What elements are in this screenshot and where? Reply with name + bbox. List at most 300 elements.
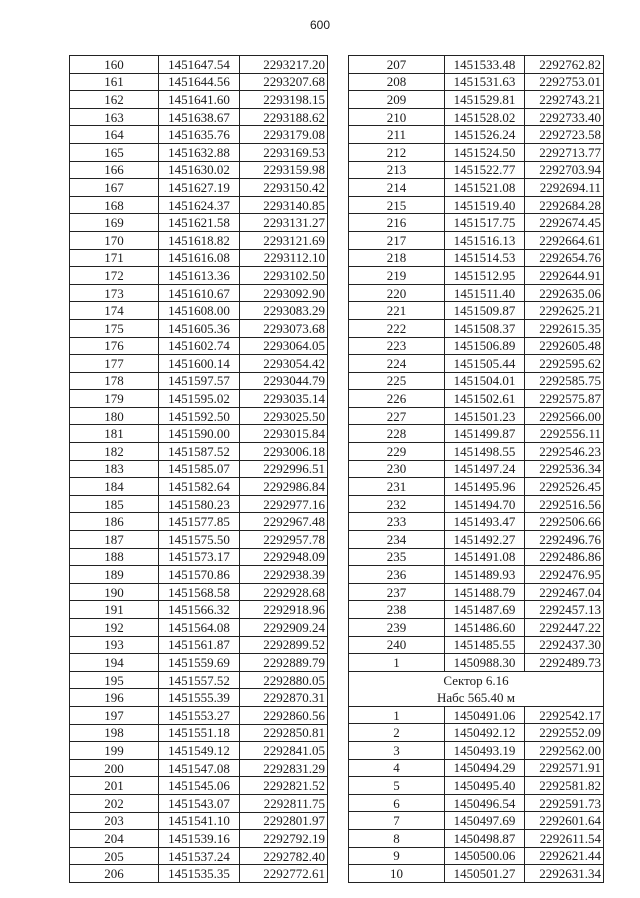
x-coordinate-cell: 1451577.85 [159, 513, 240, 531]
x-coordinate-cell: 1450498.87 [445, 829, 525, 847]
table-row [349, 196, 604, 214]
point-number-cell: 195 [70, 671, 159, 689]
y-coordinate-cell: 2292605.48 [525, 337, 604, 355]
table-row [70, 583, 328, 601]
table-row [349, 91, 604, 109]
point-number-cell: 211 [349, 126, 445, 144]
point-number-cell: 7 [349, 812, 445, 830]
table-row [349, 73, 604, 91]
table-row [70, 337, 328, 355]
point-number-cell: 209 [349, 91, 445, 109]
y-coordinate-cell: 2292772.61 [240, 865, 328, 883]
table-row [70, 372, 328, 390]
y-coordinate-cell: 2292625.21 [525, 302, 604, 320]
x-coordinate-cell: 1451570.86 [159, 566, 240, 584]
x-coordinate-cell: 1451498.55 [445, 443, 525, 461]
y-coordinate-cell: 2292782.40 [240, 847, 328, 865]
point-number-cell: 198 [70, 724, 159, 742]
x-coordinate-cell: 1451559.69 [159, 654, 240, 672]
point-number-cell: 240 [349, 636, 445, 654]
point-number-cell: 174 [70, 302, 159, 320]
section-title: Сектор 6.16 [443, 672, 509, 688]
y-coordinate-cell: 2292743.21 [525, 91, 604, 109]
point-number-cell: 168 [70, 196, 159, 214]
point-number-cell: 186 [70, 513, 159, 531]
x-coordinate-cell: 1451580.23 [159, 495, 240, 513]
y-coordinate-cell: 2292889.79 [240, 654, 328, 672]
point-number-cell: 3 [349, 741, 445, 759]
x-coordinate-cell: 1451508.37 [445, 319, 525, 337]
point-number-cell: 166 [70, 161, 159, 179]
y-coordinate-cell: 2293121.69 [240, 231, 328, 249]
y-coordinate-cell: 2292899.52 [240, 636, 328, 654]
y-coordinate-cell: 2293140.85 [240, 196, 328, 214]
y-coordinate-cell: 2293083.29 [240, 302, 328, 320]
x-coordinate-cell: 1451630.02 [159, 161, 240, 179]
table-row [349, 794, 604, 812]
y-coordinate-cell: 2292753.01 [525, 73, 604, 91]
y-coordinate-cell: 2292552.09 [525, 724, 604, 742]
y-coordinate-cell: 2292601.64 [525, 812, 604, 830]
x-coordinate-cell: 1451561.87 [159, 636, 240, 654]
table-row [70, 443, 328, 461]
y-coordinate-cell: 2292595.62 [525, 355, 604, 373]
x-coordinate-cell: 1451564.08 [159, 619, 240, 637]
table-row [349, 865, 604, 883]
point-number-cell: 215 [349, 196, 445, 214]
x-coordinate-cell: 1451487.69 [445, 601, 525, 619]
point-number-cell: 175 [70, 319, 159, 337]
point-number-cell: 239 [349, 619, 445, 637]
x-coordinate-cell: 1451644.56 [159, 73, 240, 91]
table-row [349, 267, 604, 285]
x-coordinate-cell: 1451495.96 [445, 478, 525, 496]
table-row [70, 548, 328, 566]
table-row [349, 214, 604, 232]
x-coordinate-cell: 1451511.40 [445, 284, 525, 302]
page-number: 600 [309, 18, 331, 32]
point-number-cell: 187 [70, 531, 159, 549]
y-coordinate-cell: 2292918.96 [240, 601, 328, 619]
point-number-cell: 237 [349, 583, 445, 601]
y-coordinate-cell: 2292591.73 [525, 794, 604, 812]
table-row [349, 390, 604, 408]
table-row [70, 108, 328, 126]
x-coordinate-cell: 1451488.79 [445, 583, 525, 601]
y-coordinate-cell: 2293217.20 [240, 56, 328, 74]
point-number-cell: 185 [70, 495, 159, 513]
point-number-cell: 190 [70, 583, 159, 601]
table-row [70, 214, 328, 232]
y-coordinate-cell: 2292437.30 [525, 636, 604, 654]
x-coordinate-cell: 1451568.58 [159, 583, 240, 601]
x-coordinate-cell: 1451597.57 [159, 372, 240, 390]
x-coordinate-cell: 1451627.19 [159, 179, 240, 197]
point-number-cell: 217 [349, 231, 445, 249]
x-coordinate-cell: 1450501.27 [445, 865, 525, 883]
point-number-cell: 203 [70, 812, 159, 830]
y-coordinate-cell: 2292811.75 [240, 794, 328, 812]
x-coordinate-cell: 1451590.00 [159, 425, 240, 443]
point-number-cell: 201 [70, 777, 159, 795]
y-coordinate-cell: 2292506.66 [525, 513, 604, 531]
x-coordinate-cell: 1451543.07 [159, 794, 240, 812]
x-coordinate-cell: 1451624.37 [159, 196, 240, 214]
table-row [70, 865, 328, 883]
y-coordinate-cell: 2292996.51 [240, 460, 328, 478]
y-coordinate-cell: 2293112.10 [240, 249, 328, 267]
table-row [349, 372, 604, 390]
table-row [70, 126, 328, 144]
x-coordinate-cell: 1451524.50 [445, 143, 525, 161]
y-coordinate-cell: 2292467.04 [525, 583, 604, 601]
y-coordinate-cell: 2293044.79 [240, 372, 328, 390]
x-coordinate-cell: 1450495.40 [445, 777, 525, 795]
x-coordinate-cell: 1451575.50 [159, 531, 240, 549]
table-row [70, 495, 328, 513]
table-row [70, 143, 328, 161]
table-row [70, 566, 328, 584]
point-number-cell: 220 [349, 284, 445, 302]
table-row [70, 706, 328, 724]
point-number-cell: 193 [70, 636, 159, 654]
x-coordinate-cell: 1451492.27 [445, 531, 525, 549]
y-coordinate-cell: 2293159.98 [240, 161, 328, 179]
x-coordinate-cell: 1450493.19 [445, 741, 525, 759]
table-row [70, 179, 328, 197]
point-number-cell: 169 [70, 214, 159, 232]
point-number-cell: 180 [70, 407, 159, 425]
y-coordinate-cell: 2292644.91 [525, 267, 604, 285]
point-number-cell: 208 [349, 73, 445, 91]
point-number-cell: 233 [349, 513, 445, 531]
y-coordinate-cell: 2292957.78 [240, 531, 328, 549]
point-number-cell: 213 [349, 161, 445, 179]
point-number-cell: 183 [70, 460, 159, 478]
x-coordinate-cell: 1450492.12 [445, 724, 525, 742]
x-coordinate-cell: 1451514.53 [445, 249, 525, 267]
table-row [349, 179, 604, 197]
table-row [349, 847, 604, 865]
x-coordinate-cell: 1451504.01 [445, 372, 525, 390]
table-row [70, 390, 328, 408]
table-row [70, 724, 328, 742]
x-coordinate-cell: 1451557.52 [159, 671, 240, 689]
x-coordinate-cell: 1451587.52 [159, 443, 240, 461]
point-number-cell: 6 [349, 794, 445, 812]
y-coordinate-cell: 2292909.24 [240, 619, 328, 637]
y-coordinate-cell: 2292928.68 [240, 583, 328, 601]
point-number-cell: 181 [70, 425, 159, 443]
table-row [349, 249, 604, 267]
y-coordinate-cell: 2293025.50 [240, 407, 328, 425]
y-coordinate-cell: 2292986.84 [240, 478, 328, 496]
table-row [70, 513, 328, 531]
y-coordinate-cell: 2292733.40 [525, 108, 604, 126]
x-coordinate-cell: 1451592.50 [159, 407, 240, 425]
y-coordinate-cell: 2292536.34 [525, 460, 604, 478]
x-coordinate-cell: 1451638.67 [159, 108, 240, 126]
x-coordinate-cell: 1451632.88 [159, 143, 240, 161]
table-row [70, 619, 328, 637]
point-number-cell: 167 [70, 179, 159, 197]
y-coordinate-cell: 2292556.11 [525, 425, 604, 443]
point-number-cell: 218 [349, 249, 445, 267]
x-coordinate-cell: 1451501.23 [445, 407, 525, 425]
point-number-cell: 236 [349, 566, 445, 584]
point-number-cell: 1 [349, 706, 445, 724]
coordinates-table-right-top-body [349, 56, 604, 672]
y-coordinate-cell: 2292615.35 [525, 319, 604, 337]
point-number-cell: 234 [349, 531, 445, 549]
x-coordinate-cell: 1451529.81 [445, 91, 525, 109]
coordinates-table-right-bottom-body [349, 706, 604, 882]
point-number-cell: 226 [349, 390, 445, 408]
y-coordinate-cell: 2292571.91 [525, 759, 604, 777]
point-number-cell: 194 [70, 654, 159, 672]
point-number-cell: 171 [70, 249, 159, 267]
table-row [349, 478, 604, 496]
y-coordinate-cell: 2293102.50 [240, 267, 328, 285]
y-coordinate-cell: 2292457.13 [525, 601, 604, 619]
y-coordinate-cell: 2292581.82 [525, 777, 604, 795]
table-row [349, 231, 604, 249]
point-number-cell: 214 [349, 179, 445, 197]
y-coordinate-cell: 2292703.94 [525, 161, 604, 179]
table-row [70, 425, 328, 443]
point-number-cell: 223 [349, 337, 445, 355]
table-row [70, 636, 328, 654]
table-row [349, 108, 604, 126]
point-number-cell: 232 [349, 495, 445, 513]
x-coordinate-cell: 1451608.00 [159, 302, 240, 320]
table-row [70, 777, 328, 795]
x-coordinate-cell: 1451600.14 [159, 355, 240, 373]
point-number-cell: 212 [349, 143, 445, 161]
x-coordinate-cell: 1451506.89 [445, 337, 525, 355]
point-number-cell: 200 [70, 759, 159, 777]
y-coordinate-cell: 2292821.52 [240, 777, 328, 795]
x-coordinate-cell: 1451537.24 [159, 847, 240, 865]
x-coordinate-cell: 1451610.67 [159, 284, 240, 302]
y-coordinate-cell: 2293207.68 [240, 73, 328, 91]
y-coordinate-cell: 2292841.05 [240, 742, 328, 760]
table-row [70, 847, 328, 865]
x-coordinate-cell: 1451519.40 [445, 196, 525, 214]
point-number-cell: 235 [349, 548, 445, 566]
y-coordinate-cell: 2292542.17 [525, 706, 604, 724]
y-coordinate-cell: 2292489.73 [525, 654, 604, 672]
point-number-cell: 165 [70, 143, 159, 161]
point-number-cell: 10 [349, 865, 445, 883]
y-coordinate-cell: 2292801.97 [240, 812, 328, 830]
y-coordinate-cell: 2293179.08 [240, 126, 328, 144]
point-number-cell: 210 [349, 108, 445, 126]
table-row [70, 231, 328, 249]
y-coordinate-cell: 2293064.05 [240, 337, 328, 355]
x-coordinate-cell: 1450494.29 [445, 759, 525, 777]
point-number-cell: 230 [349, 460, 445, 478]
x-coordinate-cell: 1451647.54 [159, 56, 240, 74]
section-header-cell [349, 671, 604, 706]
table-row [70, 91, 328, 109]
y-coordinate-cell: 2292562.00 [525, 741, 604, 759]
y-coordinate-cell: 2292486.86 [525, 548, 604, 566]
x-coordinate-cell: 1451582.64 [159, 478, 240, 496]
y-coordinate-cell: 2292621.44 [525, 847, 604, 865]
table-row [349, 812, 604, 830]
y-coordinate-cell: 2292831.29 [240, 759, 328, 777]
x-coordinate-cell: 1451621.58 [159, 214, 240, 232]
point-number-cell: 196 [70, 689, 159, 707]
table-row [70, 302, 328, 320]
y-coordinate-cell: 2292674.45 [525, 214, 604, 232]
table-row [349, 460, 604, 478]
point-number-cell: 204 [70, 830, 159, 848]
point-number-cell: 170 [70, 231, 159, 249]
table-row [349, 284, 604, 302]
table-row [70, 196, 328, 214]
table-row [349, 566, 604, 584]
point-number-cell: 197 [70, 706, 159, 724]
table-row [70, 355, 328, 373]
y-coordinate-cell: 2293015.84 [240, 425, 328, 443]
y-coordinate-cell: 2292694.11 [525, 179, 604, 197]
x-coordinate-cell: 1450496.54 [445, 794, 525, 812]
x-coordinate-cell: 1451509.87 [445, 302, 525, 320]
y-coordinate-cell: 2293150.42 [240, 179, 328, 197]
point-number-cell: 160 [70, 56, 159, 74]
coordinates-table-right [348, 55, 604, 883]
x-coordinate-cell: 1451551.18 [159, 724, 240, 742]
coordinates-table-left-body [70, 56, 328, 883]
x-coordinate-cell: 1451528.02 [445, 108, 525, 126]
y-coordinate-cell: 2293131.27 [240, 214, 328, 232]
point-number-cell: 188 [70, 548, 159, 566]
x-coordinate-cell: 1450988.30 [445, 654, 525, 672]
y-coordinate-cell: 2293092.90 [240, 284, 328, 302]
y-coordinate-cell: 2292654.76 [525, 249, 604, 267]
point-number-cell: 163 [70, 108, 159, 126]
point-number-cell: 161 [70, 73, 159, 91]
x-coordinate-cell: 1451516.13 [445, 231, 525, 249]
coordinates-table-left [69, 55, 328, 883]
point-number-cell: 5 [349, 777, 445, 795]
x-coordinate-cell: 1451566.32 [159, 601, 240, 619]
table-row [70, 73, 328, 91]
point-number-cell: 225 [349, 372, 445, 390]
x-coordinate-cell: 1451535.35 [159, 865, 240, 883]
point-number-cell: 164 [70, 126, 159, 144]
y-coordinate-cell: 2292792.19 [240, 830, 328, 848]
point-number-cell: 178 [70, 372, 159, 390]
y-coordinate-cell: 2292496.76 [525, 531, 604, 549]
table-row [349, 443, 604, 461]
point-number-cell: 179 [70, 390, 159, 408]
x-coordinate-cell: 1451489.93 [445, 566, 525, 584]
point-number-cell: 205 [70, 847, 159, 865]
point-number-cell: 184 [70, 478, 159, 496]
section-subtitle: Набс 565.40 м [436, 689, 516, 705]
x-coordinate-cell: 1451526.24 [445, 126, 525, 144]
point-number-cell: 238 [349, 601, 445, 619]
point-number-cell: 224 [349, 355, 445, 373]
x-coordinate-cell: 1451547.08 [159, 759, 240, 777]
y-coordinate-cell: 2293169.53 [240, 143, 328, 161]
section-header-row [349, 671, 604, 706]
point-number-cell: 172 [70, 267, 159, 285]
point-number-cell: 1 [349, 654, 445, 672]
y-coordinate-cell: 2292566.00 [525, 407, 604, 425]
y-coordinate-cell: 2292723.58 [525, 126, 604, 144]
table-row [70, 689, 328, 707]
y-coordinate-cell: 2292948.09 [240, 548, 328, 566]
x-coordinate-cell: 1451497.24 [445, 460, 525, 478]
table-row [349, 654, 604, 672]
point-number-cell: 192 [70, 619, 159, 637]
y-coordinate-cell: 2292476.95 [525, 566, 604, 584]
table-row [349, 636, 604, 654]
x-coordinate-cell: 1451618.82 [159, 231, 240, 249]
y-coordinate-cell: 2292585.75 [525, 372, 604, 390]
table-row [349, 548, 604, 566]
point-number-cell: 207 [349, 56, 445, 74]
x-coordinate-cell: 1451533.48 [445, 56, 525, 74]
y-coordinate-cell: 2292938.39 [240, 566, 328, 584]
y-coordinate-cell: 2292977.16 [240, 495, 328, 513]
table-row [349, 724, 604, 742]
x-coordinate-cell: 1451616.08 [159, 249, 240, 267]
point-number-cell: 216 [349, 214, 445, 232]
table-row [70, 742, 328, 760]
y-coordinate-cell: 2293198.15 [240, 91, 328, 109]
point-number-cell: 177 [70, 355, 159, 373]
table-row [349, 161, 604, 179]
y-coordinate-cell: 2292635.06 [525, 284, 604, 302]
point-number-cell: 191 [70, 601, 159, 619]
table-row [349, 777, 604, 795]
point-number-cell: 173 [70, 284, 159, 302]
y-coordinate-cell: 2292516.56 [525, 495, 604, 513]
point-number-cell: 199 [70, 742, 159, 760]
point-number-cell: 8 [349, 829, 445, 847]
table-row [349, 407, 604, 425]
table-row [349, 531, 604, 549]
table-row [70, 284, 328, 302]
x-coordinate-cell: 1451485.55 [445, 636, 525, 654]
x-coordinate-cell: 1451517.75 [445, 214, 525, 232]
x-coordinate-cell: 1451605.36 [159, 319, 240, 337]
point-number-cell: 206 [70, 865, 159, 883]
table-row [70, 407, 328, 425]
x-coordinate-cell: 1451499.87 [445, 425, 525, 443]
point-number-cell: 9 [349, 847, 445, 865]
point-number-cell: 222 [349, 319, 445, 337]
table-row [349, 706, 604, 724]
point-number-cell: 202 [70, 794, 159, 812]
y-coordinate-cell: 2293035.14 [240, 390, 328, 408]
x-coordinate-cell: 1451521.08 [445, 179, 525, 197]
x-coordinate-cell: 1451491.08 [445, 548, 525, 566]
x-coordinate-cell: 1451505.44 [445, 355, 525, 373]
y-coordinate-cell: 2293188.62 [240, 108, 328, 126]
y-coordinate-cell: 2292850.81 [240, 724, 328, 742]
x-coordinate-cell: 1451545.06 [159, 777, 240, 795]
point-number-cell: 229 [349, 443, 445, 461]
x-coordinate-cell: 1451549.12 [159, 742, 240, 760]
y-coordinate-cell: 2292447.22 [525, 619, 604, 637]
y-coordinate-cell: 2292684.28 [525, 196, 604, 214]
